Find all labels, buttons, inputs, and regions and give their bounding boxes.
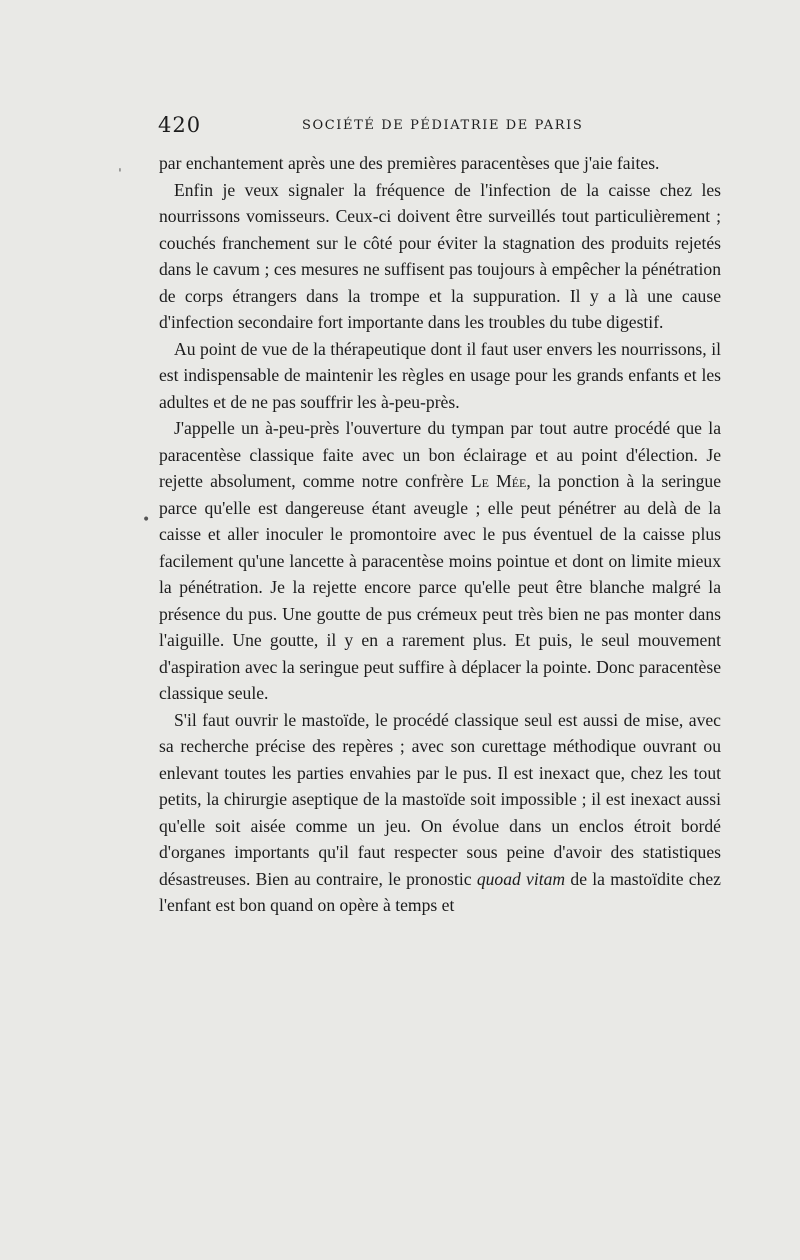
- margin-bullet: •: [142, 512, 151, 528]
- paragraph-2: Enfin je veux signaler la fréquence de l'infection de la caisse chez les nourrissons vomisseurs. Ceux-ci doivent être surveillés tout particulièrement ; couchés franchement sur le côté pour éviter la stagnation des produits rejetés dans le cavum ; ces mesures ne suffisent pas toujours à empêcher la pénétration de corps étrangers dans la trompe et la suppuration. Il y a là une cause d'infection secondaire fort importante dans les troubles du tube digestif.: [159, 179, 721, 332]
- paragraph-5-text-b: de la mastoïdite chez l'enfant est bon quand on opère à temps et: [159, 868, 721, 915]
- margin-mark: ˌ: [118, 158, 122, 174]
- author-name: Le Mée: [470, 471, 527, 491]
- paragraph-5: [159, 707, 721, 919]
- running-title: SOCIÉTÉ DE PÉDIATRIE DE PARIS: [302, 118, 584, 133]
- paragraph-3: Au point de vue de la thérapeutique dont il faut user envers les nourrissons, il est indispensable de maintenir les règles en usage pour les grands enfants et les adultes et de ne pas souffrir les à-peu-près.: [159, 338, 721, 412]
- paragraph-4-text-b: , la ponction à la seringue parce qu'elle est dangereuse étant aveugle ; elle peut pénétrer au delà de la caisse et aller inoculer le promontoire avec le pus éventuel de la caisse plus facilement qu'une lancette à paracentèse moins pointue et dont on limite mieux la pénétration. Je la rejette encore parce qu'elle peut être blanche malgré la présence du pus. Une goutte de pus crémeux peut très bien ne pas monter dans l'aiguille. Une goutte, il y en a rarement plus. Et puis, le seul mouvement d'aspiration avec la seringue peut suffire à déplacer la pointe. Donc paracentèse classique seule.: [159, 471, 721, 703]
- page-header: [158, 113, 718, 139]
- paragraph-4-text-a: J'appelle un à-peu-près l'ouverture du tympan par tout autre procédé que la paracentèse classique faite avec un bon éclairage et au point d'élection. Je rejette absolument, comme notre confrère: [159, 418, 721, 491]
- paragraph-4: [159, 415, 721, 707]
- body-text: [159, 150, 721, 919]
- paragraph-5-text-a: S'il faut ouvrir le mastoïde, le procédé classique seul est aussi de mise, avec sa recherche précise des repères ; avec son curettage méthodique ouvrant ou enlevant toutes les parties envahies par le pus. Il est inexact que, chez les tout petits, la chirurgie aseptique de la mastoïde soit impossible ; il est inexact aussi qu'elle soit aisée comme un jeu. On évolue dans un enclos étroit bordé d'organes importants qu'il faut respecter sous peine d'avoir des statistiques désastreuses. Bien au contraire, le pronostic: [159, 709, 721, 889]
- paragraph-1: par enchantement après une des premières paracentèses que j'aie faites.: [159, 153, 660, 173]
- latin-phrase: quoad vitam: [476, 868, 566, 889]
- page-number: 420: [158, 113, 202, 137]
